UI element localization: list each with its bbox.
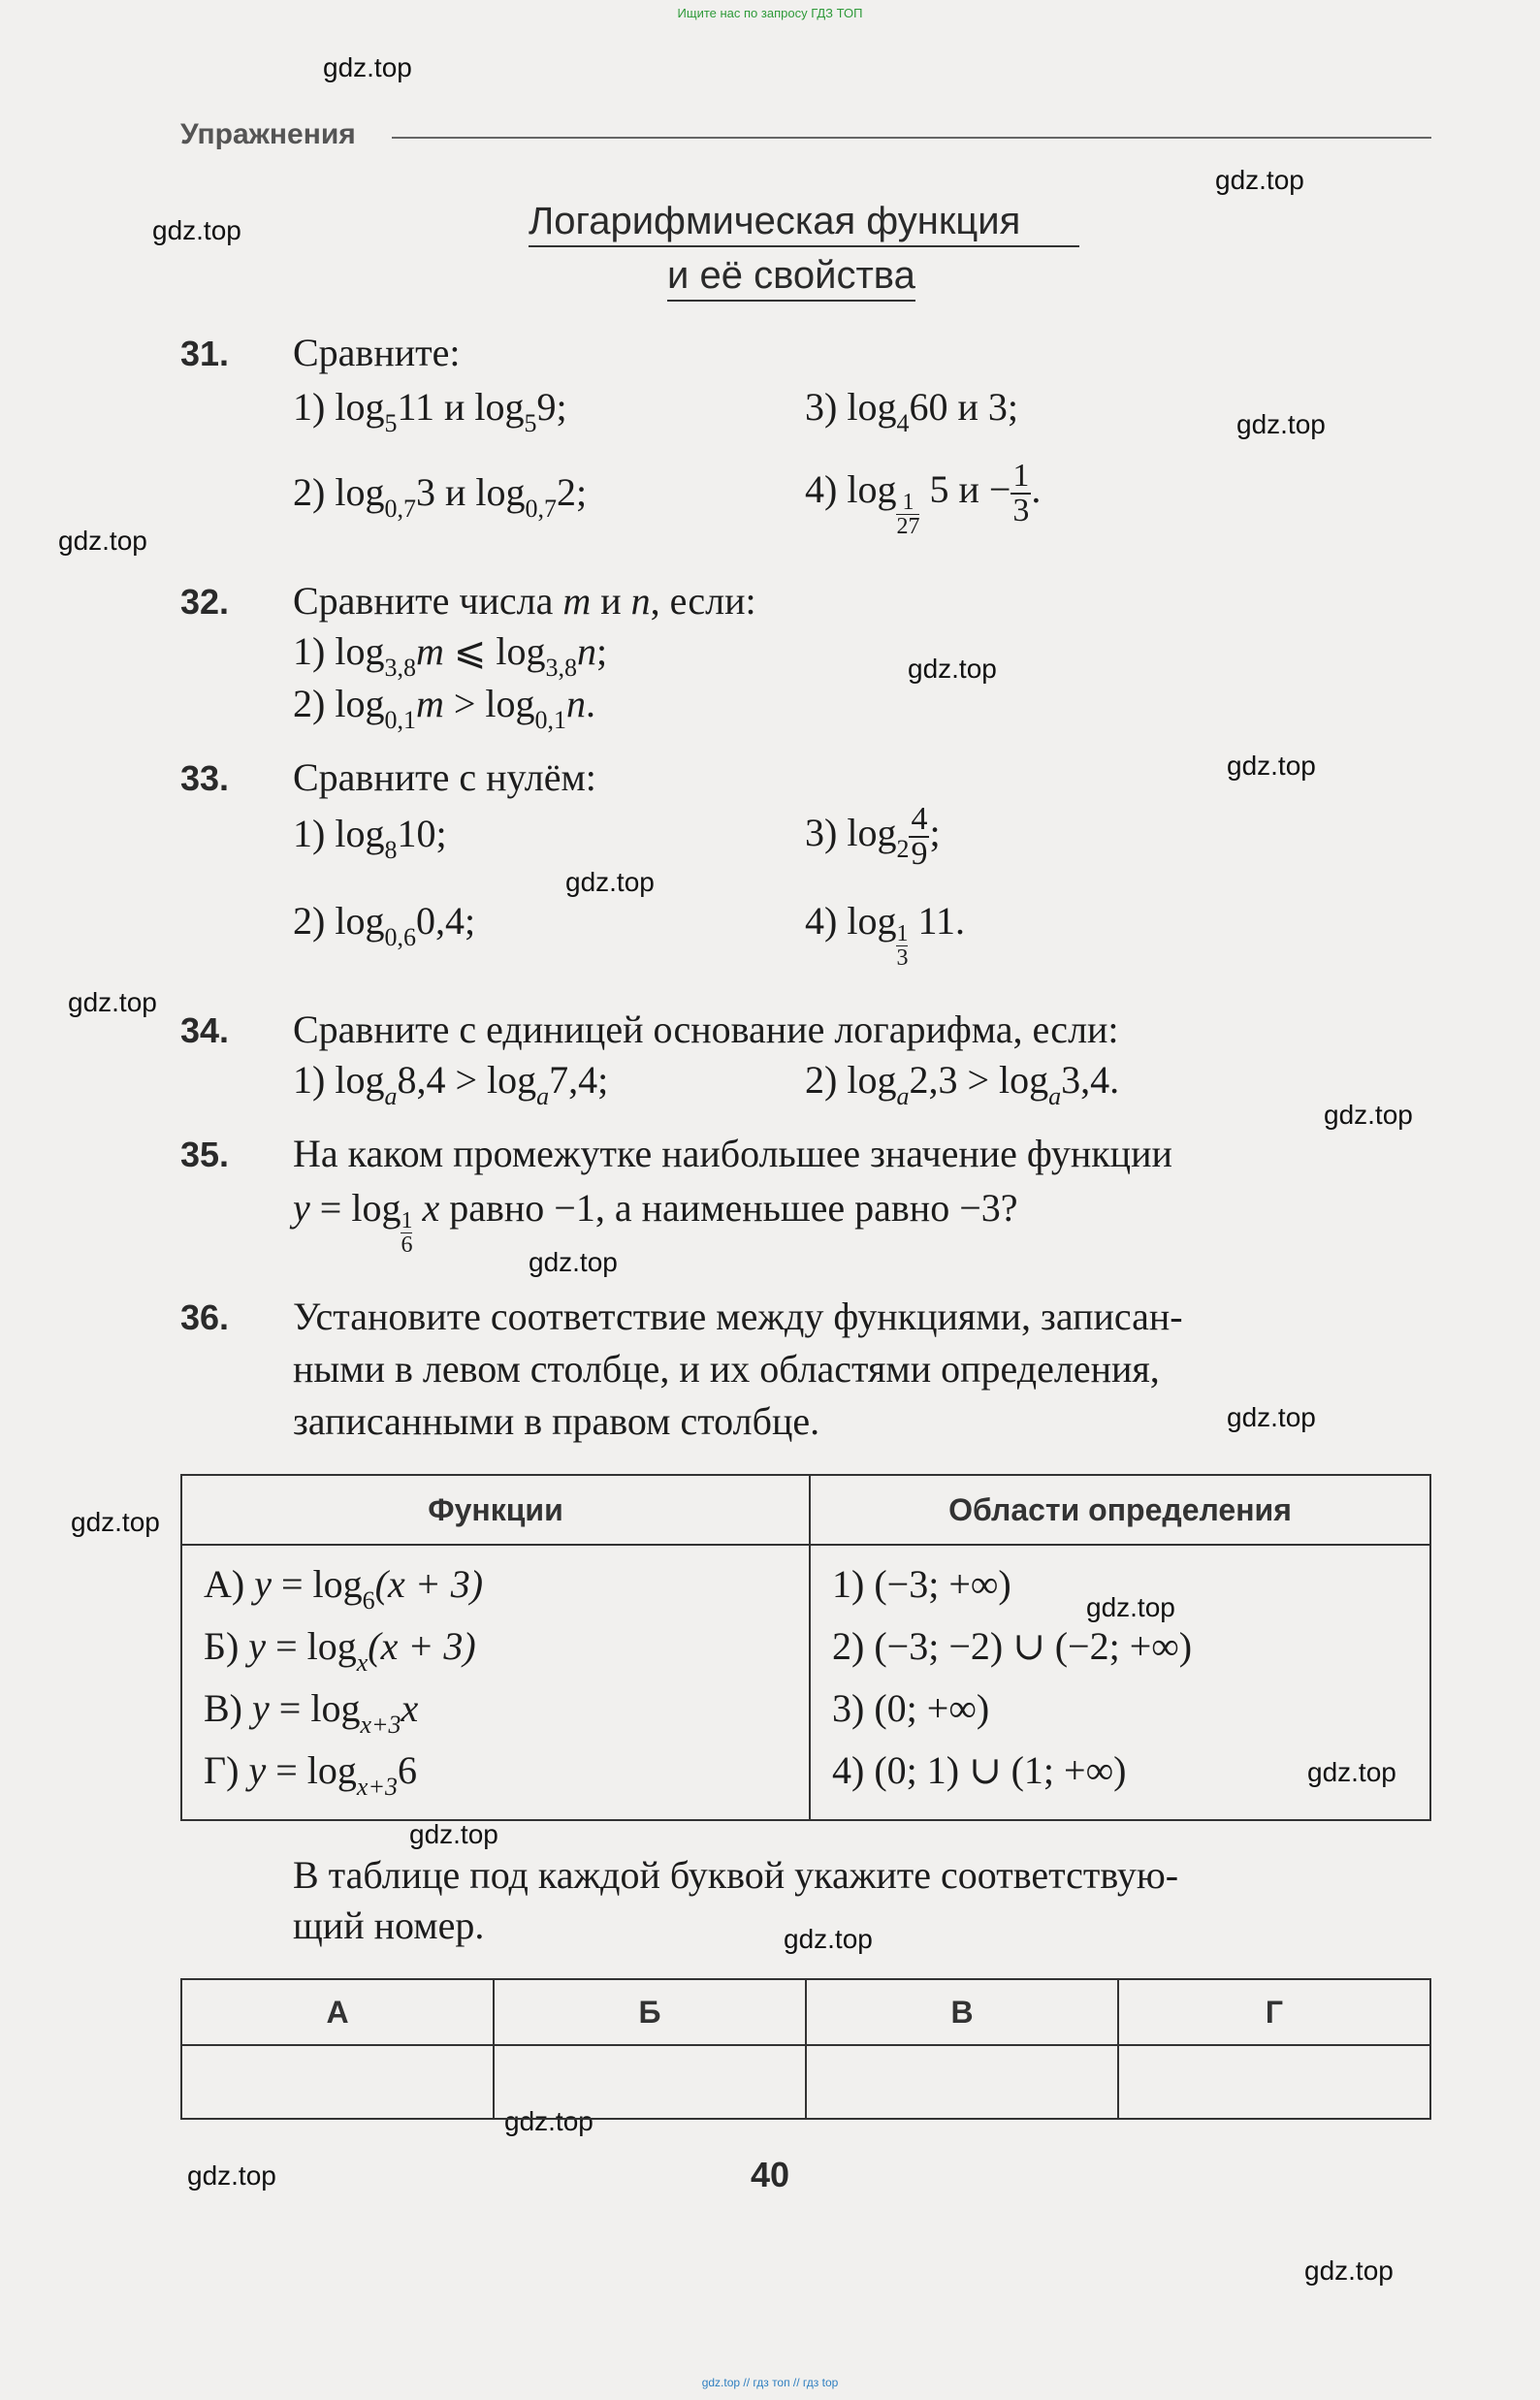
- exercise-number: 32.: [180, 582, 230, 622]
- watermark: gdz.top: [1236, 409, 1326, 439]
- watermark: gdz.top: [58, 526, 147, 556]
- function-row: А) $y = \log_6(x + 3)$: [204, 1562, 484, 1615]
- watermark: gdz.top: [1227, 751, 1316, 781]
- function-row: В) $y = \log_{x+3}x$: [204, 1686, 419, 1739]
- answer-cell[interactable]: [494, 2045, 806, 2119]
- watermark: gdz.top: [908, 654, 997, 684]
- table-header-domains: Области определения: [810, 1475, 1430, 1545]
- watermark: gdz.top: [504, 2106, 594, 2136]
- top-search-link[interactable]: Ищите нас по запросу ГДЗ ТОП: [677, 6, 863, 20]
- exercise-text-line: щий номер.: [293, 1904, 485, 1947]
- item-2: 2) $\log_{0,1}m > \log_{0,1}n$.: [293, 682, 596, 734]
- exercise-prompt: Сравните:: [293, 331, 461, 374]
- answer-cell[interactable]: [1118, 2045, 1430, 2119]
- watermark: gdz.top: [1215, 165, 1304, 195]
- table-header-functions: Функции: [181, 1475, 810, 1545]
- watermark: gdz.top: [323, 52, 412, 82]
- exercise-text-line: Установите соответствие между функциями, записан-: [293, 1295, 1183, 1338]
- function-row: Г) $y = \log_{x+3}6$: [204, 1748, 417, 1801]
- watermark: gdz.top: [152, 215, 241, 245]
- watermark: gdz.top: [187, 2160, 276, 2191]
- answer-cell[interactable]: [806, 2045, 1118, 2119]
- functions-column: [181, 1545, 810, 1820]
- item-1: 1) $\log_511$ и $\log_59$;: [293, 385, 567, 437]
- page-number: 40: [750, 2155, 790, 2194]
- exercise-text-line: записанными в правом столбце.: [293, 1399, 820, 1443]
- domain-row: 1) (−3; +∞): [832, 1562, 1011, 1606]
- watermark: gdz.top: [68, 987, 157, 1017]
- item-2: 2) $\log_a2,3 > \log_a3,4$.: [805, 1058, 1120, 1110]
- bottom-site-link[interactable]: gdz.top // гдз топ // гдз top: [701, 2376, 839, 2389]
- exercise-prompt: Сравните с единицей основание логарифма, если:: [293, 1008, 1119, 1051]
- watermark: gdz.top: [1304, 2256, 1394, 2286]
- exercise-prompt: Сравните с нулём:: [293, 755, 596, 799]
- exercise-number: 34.: [180, 1010, 230, 1050]
- item-4: 4) log $\frac{1}{3} 11$.: [805, 899, 965, 971]
- answer-letter: В: [806, 1979, 1118, 2045]
- fraction: $\frac{1}{3}$: [1012, 458, 1030, 528]
- domain-row: 2) (−3; −2) ∪ (−2; +∞): [832, 1624, 1193, 1668]
- exercise-number: 35.: [180, 1135, 230, 1174]
- section-rule: [392, 137, 1431, 139]
- answer-letter: Б: [494, 1979, 806, 2045]
- watermark: gdz.top: [1227, 1402, 1316, 1432]
- answer-table: [180, 1978, 1431, 2120]
- item-3: 3) $\log_2$ $\frac{4}{9}$ ;: [805, 801, 941, 872]
- matching-table: [180, 1474, 1431, 1821]
- title-line-2: и её свойства: [667, 254, 915, 302]
- answer-letter: Г: [1118, 1979, 1430, 2045]
- exercise-number: 31.: [180, 334, 230, 373]
- item-1: 1) $\log_a8,4 > \log_a7,4$;: [293, 1058, 609, 1110]
- watermark: gdz.top: [1324, 1100, 1413, 1130]
- answer-cell[interactable]: [181, 2045, 494, 2119]
- base-fraction: $\frac{1}{6}$: [401, 1208, 413, 1258]
- exercise-text-line: y = log $\frac{1}{6}$ x равно −1, а наименьшее равно −3?: [293, 1186, 1018, 1258]
- item-4: 4) log $\frac{1}{27} 5$ и − $\frac{1}{3}$ .: [805, 458, 1042, 540]
- title-line-1: Логарифмическая функция: [529, 200, 1079, 247]
- exercise-text-line: ными в левом столбце, и их областями определения,: [293, 1347, 1160, 1391]
- watermark: gdz.top: [1086, 1592, 1175, 1622]
- function-row: Б) $y = \log_x(x + 3)$: [204, 1624, 476, 1677]
- fraction: $\frac{4}{9}$: [911, 801, 928, 872]
- domains-column: [810, 1545, 1430, 1820]
- answer-letter: А: [181, 1979, 494, 2045]
- watermark: gdz.top: [784, 1924, 873, 1954]
- item-1: 1) $\log_{3,8}m$ ⩽ $\log_{3,8}n$;: [293, 629, 608, 682]
- domain-row: 4) (0; 1) ∪ (1; +∞): [832, 1748, 1127, 1792]
- section-label: Упражнения: [180, 118, 356, 150]
- base-fraction: $\frac{1}{27}$: [896, 490, 920, 540]
- exercise-number: 33.: [180, 758, 230, 798]
- watermark: gdz.top: [1307, 1757, 1396, 1787]
- exercise-number: 36.: [180, 1297, 230, 1337]
- watermark: gdz.top: [409, 1819, 498, 1849]
- exercise-text-line: В таблице под каждой буквой укажите соответствую-: [293, 1853, 1179, 1897]
- domain-row: 3) (0; +∞): [832, 1686, 990, 1730]
- watermark: gdz.top: [529, 1247, 618, 1277]
- watermark: gdz.top: [71, 1507, 160, 1537]
- watermark: gdz.top: [565, 867, 655, 897]
- base-fraction: $\frac{1}{3}$: [896, 921, 909, 971]
- exercise-prompt: Сравните числа m и n, если:: [293, 579, 756, 623]
- item-1: 1) $\log_810$;: [293, 812, 447, 864]
- item-2: 2) $\log_{0,6}0,4$;: [293, 899, 476, 951]
- item-3: 3) $\log_460$ и 3;: [805, 385, 1018, 437]
- exercise-text-line: На каком промежутке наибольшее значение функции: [293, 1132, 1172, 1175]
- item-2: 2) $\log_{0,7}3$ и $\log_{0,7}2$;: [293, 470, 588, 523]
